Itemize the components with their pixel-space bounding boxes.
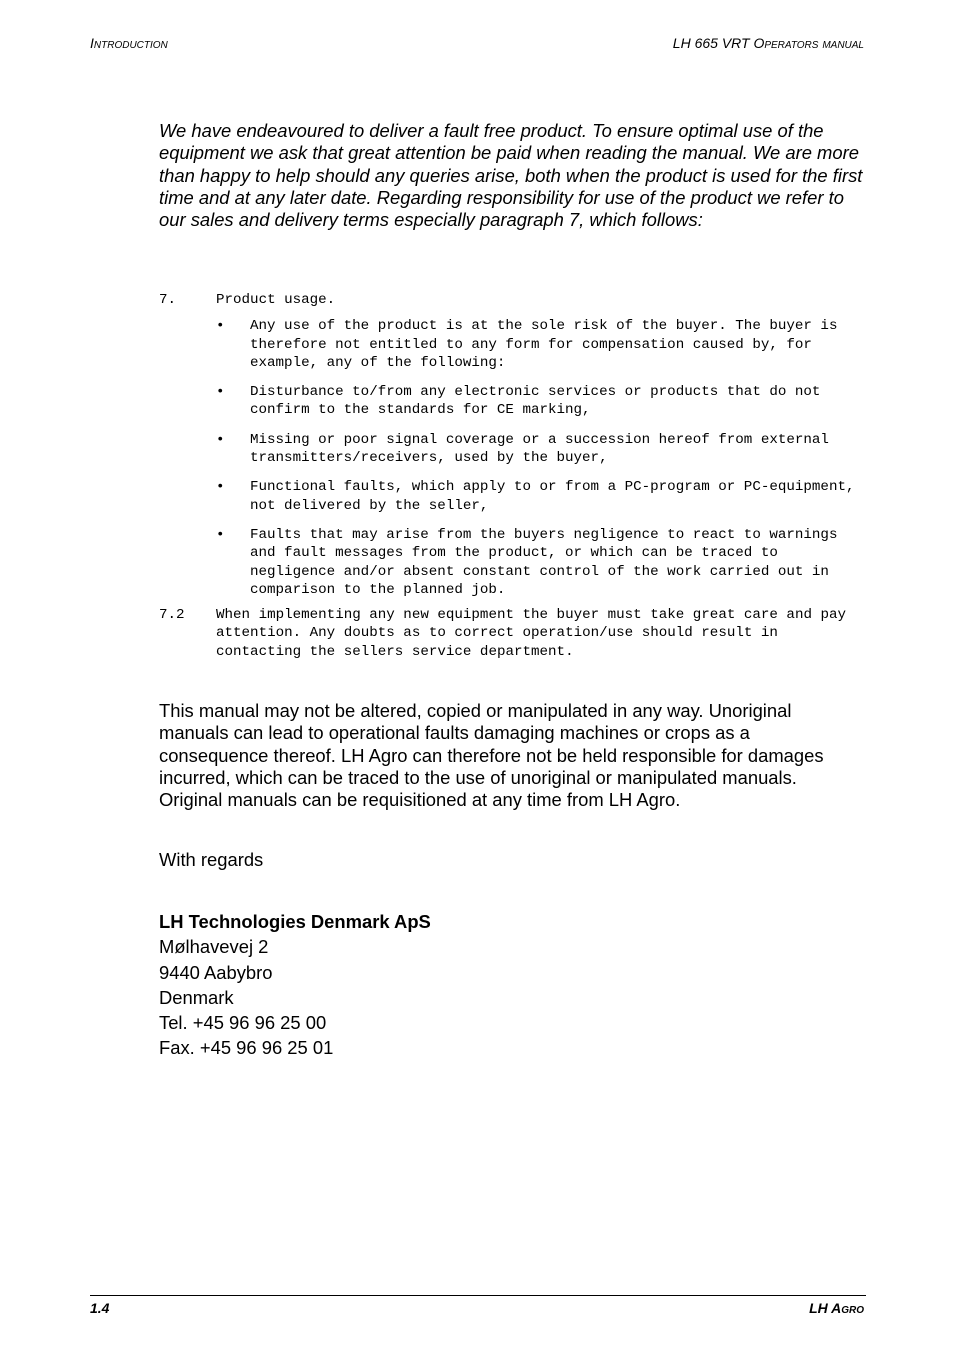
term-7-2 <box>159 606 864 661</box>
bullet-icon: • <box>216 526 225 543</box>
footer-brand <box>809 1299 864 1317</box>
term-7-number: 7. <box>159 292 177 308</box>
list-item <box>216 526 864 599</box>
footer-brand-main: LH A <box>809 1300 842 1316</box>
company-address <box>159 909 431 1061</box>
term-7-text: Product usage. <box>216 292 336 308</box>
footer-brand-rest: gro <box>841 1300 864 1316</box>
header-section-rest: ntroduction <box>93 35 168 51</box>
closing-regards: With regards <box>159 849 264 870</box>
intro-paragraph: We have endeavoured to deliver a fault free product. To ensure optimal use of the equipment we ask that great attention be paid when reading the manual. We are more than happy to help should any queries arise, both when the product is used for the first time and at any later date. Regarding responsibility for use of the product we refer to our sales and delivery terms especially paragraph 7, which follows: <box>159 120 863 231</box>
term-7-2-text: When implementing any new equipment the buyer must take great care and pay attention. Any doubts as to correct operation/use should result in contacting the sellers service department. <box>216 607 847 660</box>
header-section-title <box>90 34 168 52</box>
list-item-text: Any use of the product is at the sole risk of the buyer. The buyer is therefore not entitled to any form for compensation caused by, for example, any of the following: <box>250 318 838 371</box>
header-section-initial: I <box>90 35 94 51</box>
bullet-icon: • <box>216 384 225 401</box>
address-street: Mølhavevej 2 <box>159 936 269 958</box>
list-item <box>216 317 864 372</box>
list-item-text: Faults that may arise from the buyers negligence to react to warnings and fault messages from the product, or which can be traced to negligence and/or absent constant control of the work carried out in comparison to the planned job. <box>250 526 838 598</box>
list-item-text: Disturbance to/from any electronic services or products that do not confirm to the standards for CE marking, <box>250 384 821 419</box>
header-manual-title <box>673 34 864 52</box>
term-7-bullet-list <box>216 317 864 599</box>
list-item-text: Functional faults, which apply to or from a PC-program or PC-equipment, not delivered by the seller, <box>250 479 855 514</box>
list-item <box>216 431 864 468</box>
list-item <box>216 478 864 515</box>
delivery-terms <box>159 291 864 661</box>
address-fax: Fax. +45 96 96 25 01 <box>159 1037 334 1059</box>
company-name: LH Technologies Denmark ApS <box>159 911 431 932</box>
address-country: Denmark <box>159 986 234 1008</box>
list-item <box>216 383 864 420</box>
footer-page-number: 1.4 <box>90 1300 110 1316</box>
copyright-notice: This manual may not be altered, copied or manipulated in any way. Unoriginal manuals can lead to operational faults damaging machines or crops as a consequence thereof. LH Agro can therefore not be held responsible for damages incurred, which can be traced to the use of unoriginal or manipulated manuals. Original manuals can be requisitioned at any time from LH Agro. <box>159 700 824 811</box>
term-7 <box>159 291 864 309</box>
bullet-icon: • <box>216 479 225 496</box>
term-7-2-number: 7.2 <box>159 607 185 624</box>
header-manual-rest: perators manual <box>764 35 864 51</box>
header-manual-main: LH 665 VRT O <box>672 35 765 51</box>
list-item-text: Missing or poor signal coverage or a succession hereof from external transmitters/receivers, used by the buyer, <box>250 431 829 467</box>
address-phone: Tel. +45 96 96 25 00 <box>159 1012 327 1034</box>
bullet-icon: • <box>216 431 225 448</box>
bullet-icon: • <box>216 318 225 335</box>
address-city: 9440 Aabybro <box>159 961 273 983</box>
footer-divider <box>90 1295 866 1296</box>
